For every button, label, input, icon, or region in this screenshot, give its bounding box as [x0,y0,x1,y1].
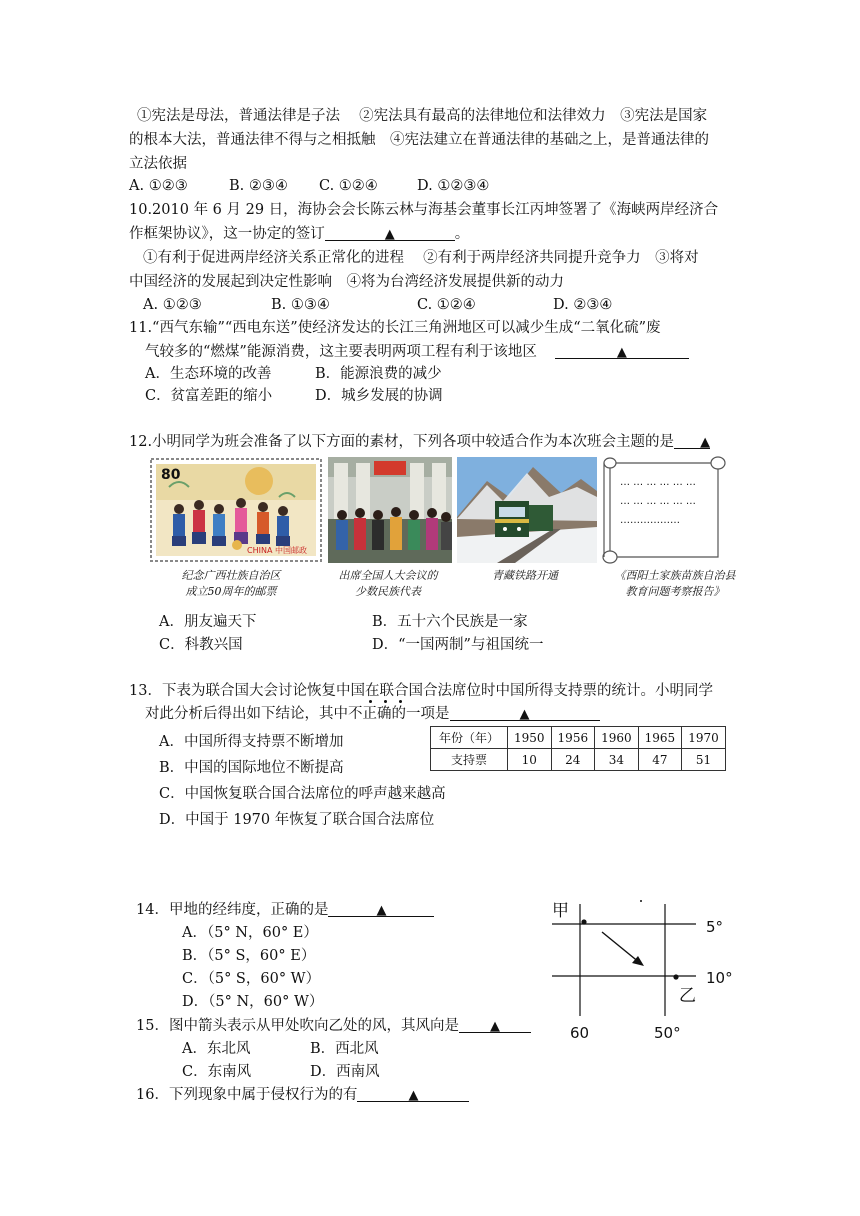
q16-stem: 16．下列现象中属于侵权行为的有 [136,1087,358,1103]
q12-option-d: D．“一国两制”与祖国统一 [372,637,544,653]
q9-option-b: B. ②③④ [229,178,288,194]
q14-option-c: C．（5° S，60° W） [182,971,321,987]
table-header-cell: 1965 [638,727,682,749]
table-cell: 24 [551,749,595,771]
table-row [431,749,726,771]
q12-option-b: B．五十六个民族是一家 [372,614,528,630]
table-header-cell: 年份（年） [431,727,508,749]
q16-answer-blank[interactable] [357,1085,469,1102]
label-jia: 甲 [552,901,569,921]
table-header-cell: 1956 [551,727,595,749]
delegates-photo [328,457,452,563]
q11-answer-blank[interactable] [555,342,689,359]
q13-emphasis [348,706,392,722]
caption-stamp-line1: 纪念广西壮族自治区 [181,569,281,582]
caption-delegates-line2: 少数民族代表 [355,585,421,598]
q14-option-d: D．（5° N，60° W） [182,994,324,1010]
caption-stamp [156,568,306,600]
caption-delegates [318,568,458,600]
q13-line2 [145,704,600,724]
caption-report-line2: 教育问题考察报告》 [625,585,725,598]
q13-stem: 对此分析后得出如下结论，其中 [145,706,348,722]
table-header-cell: 1950 [508,727,552,749]
q10-option-c: C. ①②④ [417,297,476,313]
q13-option-d: D．中国于 1970 年恢复了联合国合法席位 [159,812,435,828]
q15-answer-blank[interactable] [459,1016,531,1033]
q15-line1 [136,1016,531,1036]
q9-line2: 的根本大法，普通法律不得与之相抵触 ④宪法建立在普通法律的基础之上，是普通法律的 [129,132,709,148]
q15-option-d: D．西南风 [310,1064,380,1080]
q15-stem: 15．图中箭头表示从甲处吹向乙处的风，其风向是 [136,1018,459,1034]
q13-line1: 13．下表为联合国大会讨论恢复中国在联合国合法席位时中国所得支持票的统计。小明同学 [129,683,713,699]
q12-option-c: C．科教兴国 [159,637,243,653]
q10-answer-blank[interactable] [325,224,455,241]
q9-line3: 立法依据 [129,156,187,172]
q15-option-c: C．东南风 [182,1064,252,1080]
caption-railway-line1: 青藏铁路开通 [492,569,558,582]
qinghai-tibet-railway-photo [457,457,597,563]
stamp-image [149,457,323,563]
q13-answer-blank[interactable] [450,704,600,721]
caption-delegates-line1: 出席全国人大会议的 [338,569,438,582]
caption-railway [460,568,590,584]
q11-stem: 气较多的“燃煤”能源消费，这主要表明两项工程有利于该地区 [145,344,537,360]
q10-line1: 10.2010 年 6 月 29 日，海协会会长陈云林与海基会董事长江丙坤签署了《海峡两岸经济合 [129,202,719,218]
q11-option-c: C．贫富差距的缩小 [145,388,273,404]
q14-option-a: A．（5° N，60° E） [182,925,318,941]
emphasis-dot [369,700,372,703]
table-header-cell: 1960 [595,727,639,749]
label-lat-10: 10° [706,969,733,987]
stray-dot-icon [640,900,642,902]
label-lat-5: 5° [706,918,724,936]
delegates-illustration [328,457,452,563]
q11-line2 [145,342,689,362]
q13-emphasis-text: 不正确 [348,706,392,722]
q10-period: 。 [454,226,470,242]
answer-triangle-icon: ▲ [700,435,711,450]
q11-line1: 11.“西气东输”“西电东送”使经济发达的长江三角洲地区可以减少生成“二氧化硫”废 [129,320,661,336]
scroll-line-3: ……………… [620,515,680,526]
q14-answer-blank[interactable] [328,900,434,917]
support-votes-table [430,726,726,771]
table-cell: 51 [682,749,726,771]
answer-triangle-icon: ▲ [376,903,387,918]
q12-line1 [129,432,710,452]
scroll-illustration [600,453,728,565]
point-jia-icon [581,919,586,924]
train-illustration [457,457,597,563]
q14-option-b: B．（5° S，60° E） [182,948,316,964]
stamp-value: 80 [161,467,181,483]
q11-option-d: D．城乡发展的协调 [315,388,443,404]
q10-stem: 作框架协议》，这一协定的签订 [129,226,325,242]
point-yi-icon [673,974,678,979]
table-row [431,727,726,749]
q9-option-c: C. ①②④ [319,178,378,194]
stamp-brand: CHINA 中国邮政 [247,546,307,555]
q10-line2 [129,224,469,244]
wind-arrow-icon [602,932,640,963]
answer-triangle-icon: ▲ [489,1019,500,1034]
q12-answer-blank[interactable] [674,432,710,449]
q12-stem: 12.小明同学为班会准备了以下方面的素材，下列各项中较适合作为本次班会主题的是 [129,434,675,450]
table-cell: 34 [595,749,639,771]
q9-line1: ①宪法是母法，普通法律是子法 ②宪法具有最高的法律地位和法律效力 ③宪法是国家 [137,108,708,124]
q13-stem-end: 的一项是 [391,706,450,722]
answer-triangle-icon: ▲ [519,707,530,722]
table-cell: 支持票 [431,749,508,771]
caption-report [590,568,760,600]
q13-option-b: B．中国的国际地位不断提高 [159,760,344,776]
q10-option-d: D. ②③④ [553,297,613,313]
scroll-line-1: … … … … … … [620,477,696,488]
emphasis-dot [384,700,387,703]
caption-stamp-line2: 成立50周年的邮票 [185,585,277,598]
table-cell: 10 [508,749,552,771]
q13-option-a: A．中国所得支持票不断增加 [159,734,344,750]
q12-option-a: A．朋友遍天下 [159,614,257,630]
q9-option-d: D. ①②③④ [417,178,490,194]
emphasis-dot [399,700,402,703]
q13-option-c: C．中国恢复联合国合法席位的呼声越来越高 [159,786,446,802]
label-lon-60: 60 [570,1024,590,1042]
q10-option-b: B. ①③④ [271,297,330,313]
table-header-cell: 1970 [682,727,726,749]
q11-option-a: A．生态环境的改善 [145,366,272,382]
table-cell: 47 [638,749,682,771]
label-yi: 乙 [679,986,696,1006]
q10-option-a: A. ①②③ [143,297,202,313]
answer-triangle-icon: ▲ [384,227,395,242]
scroll-line-2: … … … … … … [620,496,696,507]
q15-option-b: B．西北风 [310,1041,379,1057]
q9-option-a: A. ①②③ [129,178,188,194]
answer-triangle-icon: ▲ [408,1088,419,1103]
stamp-illustration [149,457,323,563]
report-scroll-image [600,453,728,565]
caption-report-line1: 《酉阳土家族苗族自治县 [614,569,736,582]
q10-line4: 中国经济的发展起到决定性影响 ④将为台湾经济发展提供新的动力 [129,274,564,290]
q10-line3: ①有利于促进两岸经济关系正常化的进程 ②有利于两岸经济共同提升竞争力 ③将对 [143,250,699,266]
latitude-longitude-grid [540,890,750,1050]
label-lon-50: 50° [654,1024,681,1042]
answer-triangle-icon: ▲ [616,345,627,360]
q16-line1 [136,1085,469,1105]
q14-stem: 14．甲地的经纬度，正确的是 [136,902,329,918]
q14-line1 [136,900,434,920]
q11-option-b: B．能源浪费的减少 [315,366,442,382]
q15-option-a: A．东北风 [182,1041,251,1057]
